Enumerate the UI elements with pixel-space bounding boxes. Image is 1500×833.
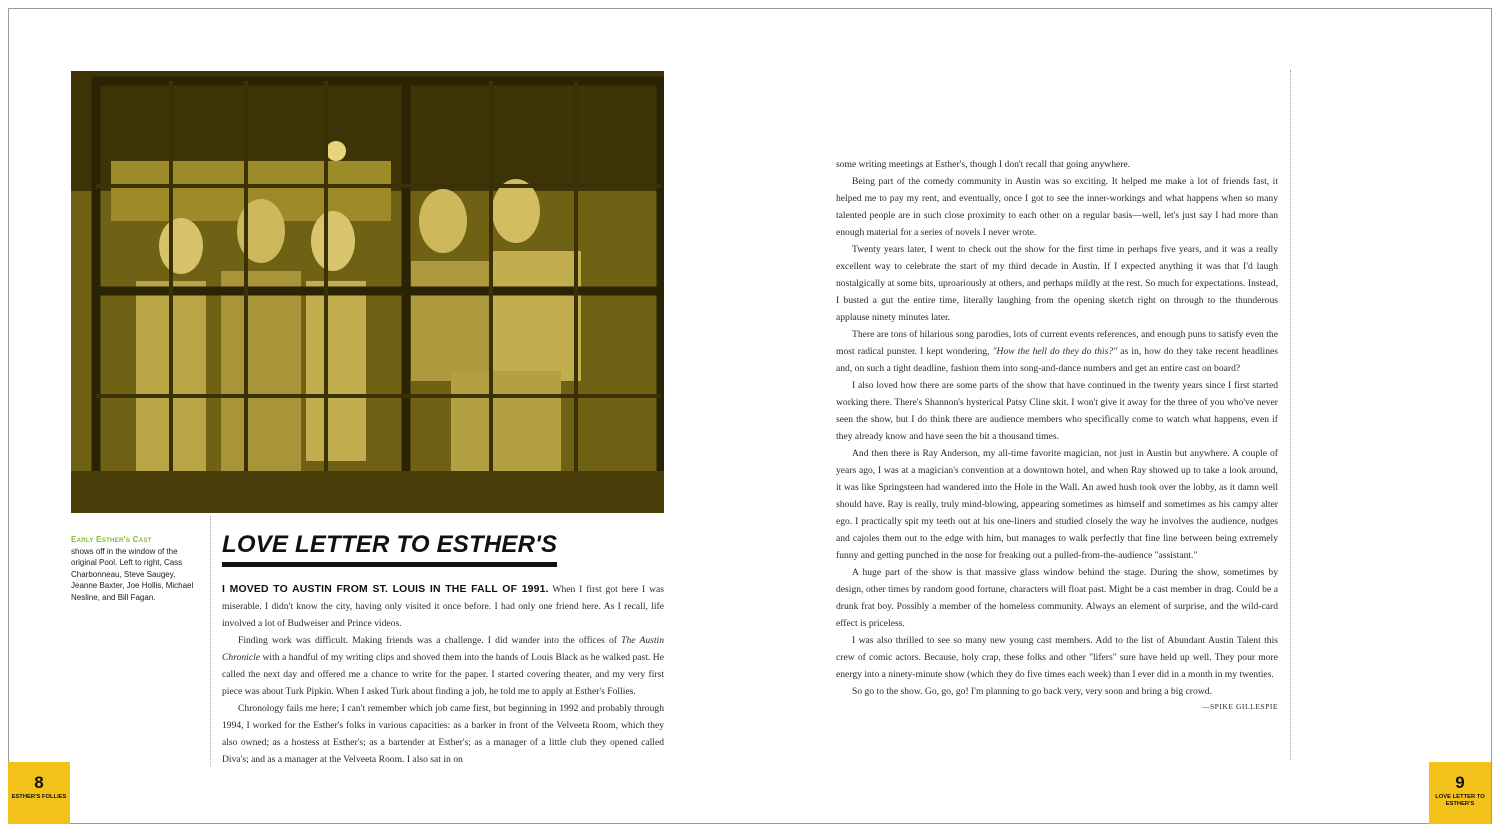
paragraph-1 xyxy=(222,581,664,632)
article-headline: LOVE LETTER TO ESTHER'S xyxy=(222,531,557,567)
cast-photo xyxy=(71,71,664,513)
page-folio-right xyxy=(1429,762,1491,824)
paragraph-7-text-a: There are tons of hilarious song parodies, lots of current events references, and enough puns to satisfy even the most radical punster. I kept wondering, xyxy=(836,329,1278,357)
column-divider-left xyxy=(210,516,211,766)
paragraph-9: And then there is Ray Anderson, my all-time favorite magician, not just in Austin but anywhere. A couple of years ago, I was at a magician's convention at a downtown hotel, and when Ray showed up to take a look around, it was like Springsteen had wandered into the Hole in the Wall. An awed hush took over the lobby, as it damn well should have. Ray is really, truly mind-blowing, appearing sometimes as himself and sometimes as his campy alter ego. I practically spit my teeth out at his one-liners and studied closely the way he involves the audience, nudges and cajoles them out to the edge with him, but manages to walk perfectly that fine line between being extremely funny and getting punched in the nose for freaking out a pulled-from-the-audience "assistant." xyxy=(836,448,1278,561)
running-head-left: ESTHER'S FOLLIES xyxy=(11,794,67,800)
page-number-left: 8 xyxy=(34,773,44,792)
paragraph-12: So go to the show. Go, go, go! I'm planning to go back very, very soon and bring a big crowd. xyxy=(852,686,1212,697)
paragraph-7 xyxy=(836,326,1278,377)
publication-name: The Austin Chronicle xyxy=(222,635,664,663)
paragraph-6: Twenty years later, I went to check out the show for the first time in perhaps five years, and it was a really excellent way to celebrate the start of my third decade in Austin. If I expected anything it was that I'd laugh nostalgically at some bits, uproariously at others, and perhaps mildly at the rest. So much for expectations. Instead, I busted a gut the entire time, literally laughing from the opening sketch right on through to the thunderous applause ninety minutes later. xyxy=(836,244,1278,323)
paragraph-2-text-b: with a handful of my writing clips and shoved them into the hands of Louis Black as he walked past. He called the next day and offered me a chance to write for the paper. I started covering theater, and my very first piece was about Turk Pipkin. When I asked Turk about finding a job, he told me to apply at Esther's Follies. xyxy=(222,652,664,697)
paragraph-1-text: When I first got here I was miserable. I didn't know the city, having only visited it once before. I had only one friend here. As I recall, life involved a lot of Budweiser and Prince videos. xyxy=(222,584,664,629)
caption-text: shows off in the window of the original Pool. Left to right, Cass Charbonneau, Steve Saugey, Jeanne Baxter, Joe Hollis, Michael Nesline, and Bill Fagan. xyxy=(71,546,194,602)
author-signature: —SPIKE GILLESPIE xyxy=(1201,702,1278,711)
caption-title: Early Esther's Cast xyxy=(71,535,152,544)
paragraph-10: A huge part of the show is that massive glass window behind the stage. During the show, sometimes by design, other times by random good fortune, characters will float past. Might be a cast member in drag. Could be a drunk frat boy. Possibly a member of the homeless community. Always an element of surprise, and the wild-card effect is priceless. xyxy=(836,567,1278,629)
article-column-right xyxy=(836,156,1278,714)
lead-in: I MOVED TO AUSTIN FROM ST. LOUIS IN THE FALL OF 1991. xyxy=(222,584,549,595)
paragraph-4: some writing meetings at Esther's, though I don't recall that going anywhere. xyxy=(836,159,1131,170)
photo-caption xyxy=(71,534,199,603)
window-photo-illustration xyxy=(71,71,664,513)
running-head-right: LOVE LETTER TO ESTHER'S xyxy=(1435,794,1485,807)
article-column-left xyxy=(222,581,664,768)
paragraph-3: Chronology fails me here; I can't remember which job came first, but beginning in 1992 and probably through 1994, I worked for the Esther's folks in various capacities: as a barker in front of the Velveeta Room, which they also owned; as a hostess at Esther's; as a bartender at Esther's; as a manager of a little club they opened called Diva's; and as a manager at the Velveeta Room. I also sat in on xyxy=(222,703,664,765)
paragraph-5: Being part of the comedy community in Austin was so exciting. It helped me make a lot of friends fast, it helped me to pay my rent, and eventually, once I got to see the inner-workings and what happens when so many talented people are in such close proximity to each other on a regular basis—well, let's just say I had more than enough material for a series of novels I never wrote. xyxy=(836,176,1278,238)
paragraph-8: I also loved how there are some parts of the show that have continued in the twenty years since I first started working there. There's Shannon's hysterical Patsy Cline skit. I won't give it away for the three of you who've never seen the show, but I do think there are audience members who specifically come to watch what happens, even if they already know and have seen the bit a thousand times. xyxy=(836,380,1278,442)
quote-italic: "How the hell do they do this?" xyxy=(992,346,1118,357)
paragraph-2 xyxy=(222,632,664,700)
paragraph-11: I was also thrilled to see so many new young cast members. Add to the list of Abundant Austin Talent this crew of comic actors. Because, holy crap, these folks and other "lifers" sure have held up well. They pour more energy into a ninety-minute show (which they do five times each week) than I ever did in a month in my twenties. xyxy=(836,635,1278,680)
paragraph-7-text-b: as in, how do they take recent headlines and, on such a tight deadline, fashion them into song-and-dance numbers and get an entire cast on board? xyxy=(836,346,1278,374)
page-folio-left xyxy=(8,762,70,824)
paragraph-2-text-a: Finding work was difficult. Making friends was a challenge. I did wander into the offices of xyxy=(238,635,622,646)
column-divider-right xyxy=(1290,70,1291,760)
page-number-right: 9 xyxy=(1455,773,1465,792)
